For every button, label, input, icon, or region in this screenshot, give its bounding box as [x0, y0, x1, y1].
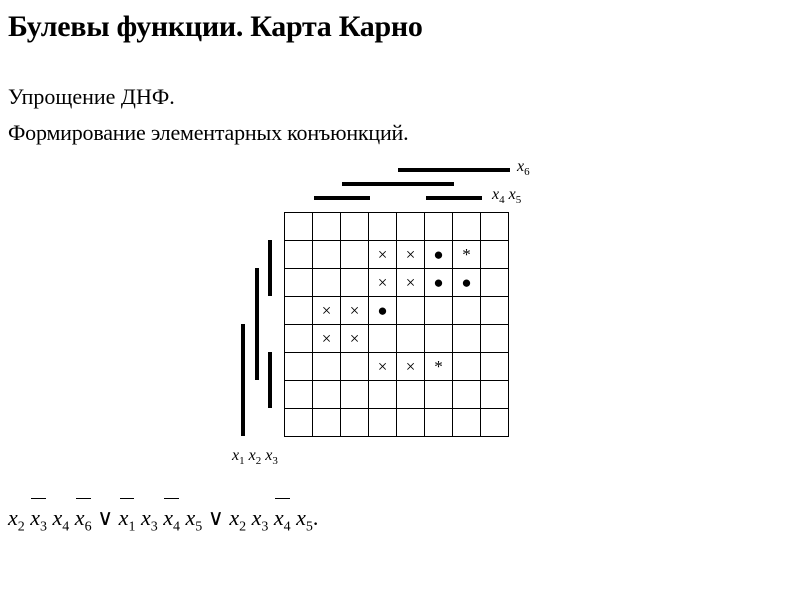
kmap-cell: * — [425, 353, 453, 381]
kmap-row — [285, 325, 509, 353]
kmap-cell — [285, 325, 313, 353]
literal: $x_3$ — [251, 505, 269, 535]
kmap-cell — [341, 269, 369, 297]
kmap-row — [285, 213, 509, 241]
kmap-cell — [425, 381, 453, 409]
result-formula — [8, 505, 318, 535]
kmap-cell — [453, 353, 481, 381]
kmap-cell: ● — [425, 269, 453, 297]
kmap-cell — [285, 381, 313, 409]
subtitle-line-2: Формирование элементарных конъюнкций. — [8, 120, 409, 145]
kmap-row — [285, 241, 509, 269]
kmap-cell — [313, 241, 341, 269]
kmap-cell: ● — [453, 269, 481, 297]
kmap-cell — [481, 325, 509, 353]
kmap-cell — [313, 381, 341, 409]
kmap-cell: ● — [425, 241, 453, 269]
kmap-cell — [453, 213, 481, 241]
kmap-cell — [481, 381, 509, 409]
kmap-cell — [285, 241, 313, 269]
kmap-cell — [481, 269, 509, 297]
kmap-cell — [313, 213, 341, 241]
kmap-cell: × — [397, 269, 425, 297]
kmap-cell — [369, 325, 397, 353]
kmap-cell — [397, 381, 425, 409]
kmap-cell — [453, 325, 481, 353]
karnaugh-map — [284, 212, 509, 437]
bar-x5 — [342, 182, 454, 186]
page-title: Булевы функции. Карта Карно — [8, 10, 423, 43]
kmap-row — [285, 297, 509, 325]
kmap-cell — [453, 297, 481, 325]
bar-x3-bottom — [268, 352, 272, 408]
label-x1-x2-x3: $x_1$ $x_2$ $x_3$ — [232, 447, 278, 468]
kmap-cell: × — [369, 269, 397, 297]
kmap-cell: ● — [369, 297, 397, 325]
literal: $x_2$ — [8, 505, 25, 535]
negated-literal: $x_6$ — [74, 505, 92, 535]
kmap-cell — [425, 325, 453, 353]
kmap-row — [285, 269, 509, 297]
bar-x6 — [398, 168, 510, 172]
formula-term — [8, 505, 92, 535]
kmap-cell — [481, 297, 509, 325]
literal: $x_3$ — [140, 505, 158, 535]
kmap-cell — [285, 353, 313, 381]
kmap-cell: × — [397, 241, 425, 269]
kmap-cell — [285, 297, 313, 325]
kmap-cell — [285, 213, 313, 241]
kmap-cell — [425, 213, 453, 241]
kmap-cell — [397, 325, 425, 353]
kmap-cell — [285, 269, 313, 297]
bar-x3-top — [268, 240, 272, 296]
kmap-cell — [285, 409, 313, 437]
bar-x1 — [241, 324, 245, 436]
kmap-cell: × — [341, 297, 369, 325]
or-operator: ∨ — [91, 505, 119, 530]
kmap-cell — [313, 269, 341, 297]
kmap-cell — [369, 409, 397, 437]
kmap-cell: * — [453, 241, 481, 269]
negated-literal: $x_4$ — [163, 505, 180, 535]
kmap-cell — [481, 241, 509, 269]
kmap-cell — [397, 213, 425, 241]
kmap-cell — [341, 353, 369, 381]
bar-x2 — [255, 268, 259, 380]
negated-literal: $x_3$ — [30, 505, 48, 535]
label-x6: $x_6$ — [517, 158, 530, 179]
kmap-cell — [397, 409, 425, 437]
kmap-cell: × — [313, 325, 341, 353]
subtitle-line-1: Упрощение ДНФ. — [8, 84, 175, 109]
kmap-cell — [481, 409, 509, 437]
kmap-cell — [341, 241, 369, 269]
kmap-cell: × — [369, 353, 397, 381]
or-operator: ∨ — [202, 505, 230, 530]
bar-x4-left — [314, 196, 370, 200]
formula-term — [229, 505, 313, 535]
kmap-cell — [453, 381, 481, 409]
kmap-row — [285, 353, 509, 381]
literal: $x_5$ — [296, 505, 313, 535]
kmap-cell — [397, 297, 425, 325]
kmap-cell — [369, 213, 397, 241]
kmap-cell: × — [341, 325, 369, 353]
label-x4-x5: $x_4$ $x_5$ — [492, 186, 522, 207]
kmap-row — [285, 409, 509, 437]
bar-x4-right — [426, 196, 482, 200]
kmap-cell — [341, 409, 369, 437]
kmap-cell — [453, 409, 481, 437]
kmap-cell: × — [313, 297, 341, 325]
kmap-cell — [481, 213, 509, 241]
negated-literal: $x_4$ — [273, 505, 291, 535]
negated-literal: $x_1$ — [118, 505, 136, 535]
kmap-cell — [369, 381, 397, 409]
kmap-cell — [341, 381, 369, 409]
kmap-cell — [313, 409, 341, 437]
kmap-cell — [341, 213, 369, 241]
kmap-cell: × — [369, 241, 397, 269]
literal: $x_5$ — [185, 505, 203, 535]
kmap-cell — [313, 353, 341, 381]
kmap-cell — [481, 353, 509, 381]
formula-term — [118, 505, 203, 535]
kmap-cell: × — [397, 353, 425, 381]
formula-end: . — [312, 505, 319, 530]
kmap-cell — [425, 409, 453, 437]
literal: $x_2$ — [229, 505, 247, 535]
literal: $x_4$ — [52, 505, 70, 535]
kmap-row — [285, 381, 509, 409]
kmap-cell — [425, 297, 453, 325]
